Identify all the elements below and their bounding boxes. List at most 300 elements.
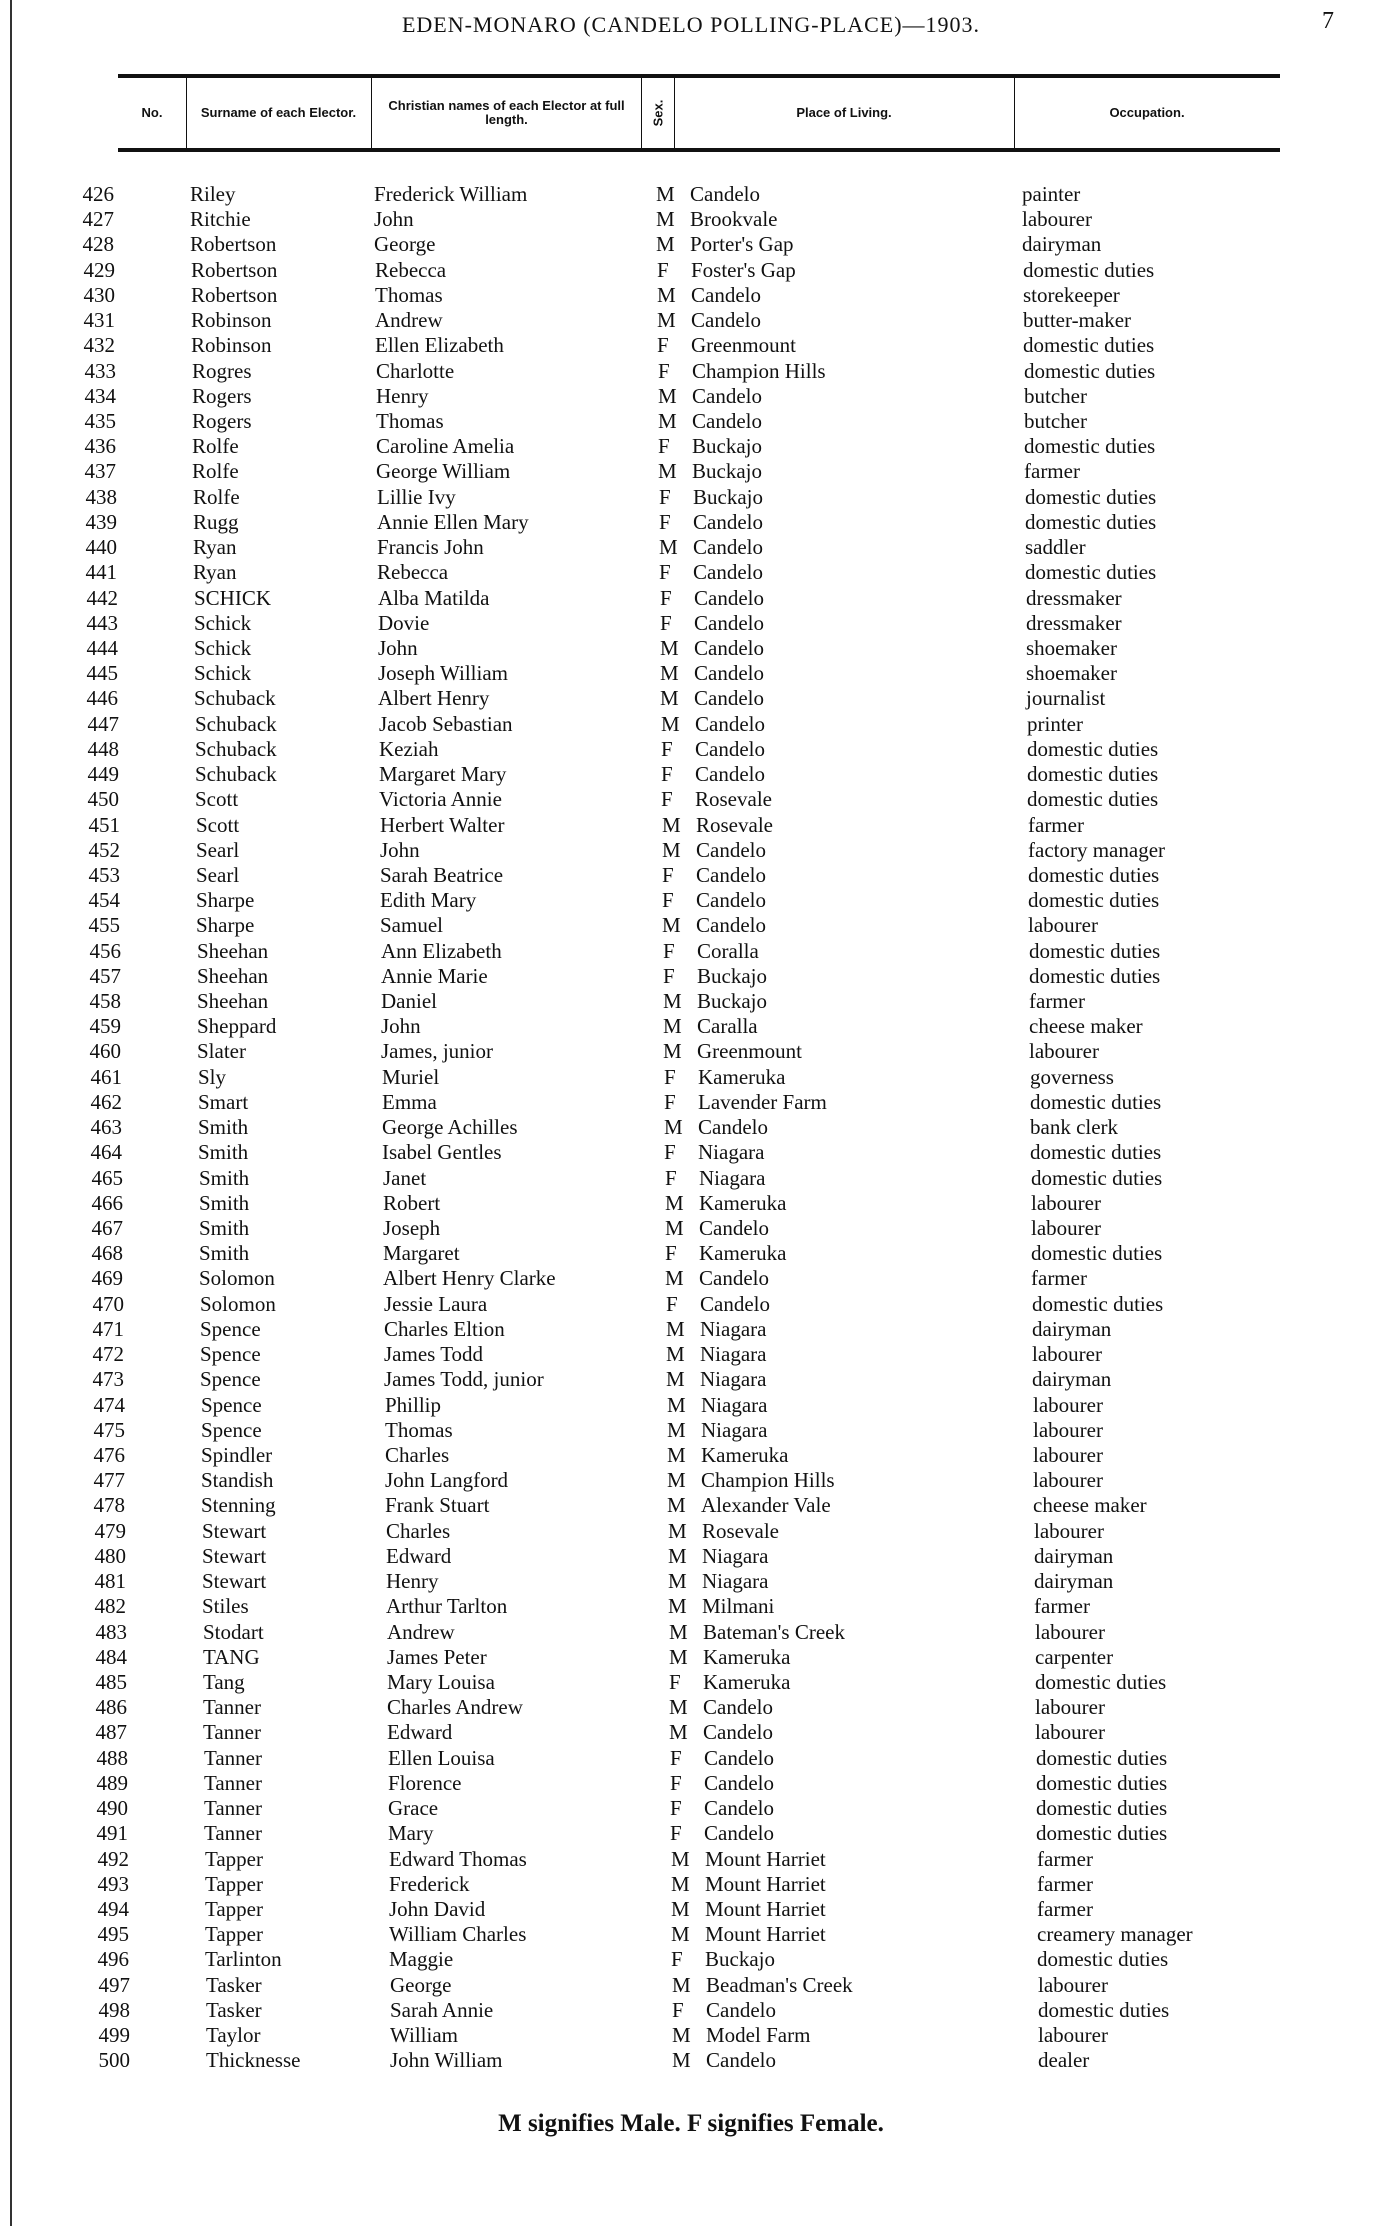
header-occupation: Occupation. (1109, 105, 1185, 120)
elector-place: Niagara (701, 1417, 768, 1442)
header-christian-names: Christian names of each Elector at full length. (372, 78, 642, 148)
elector-place: Mount Harriet (705, 1896, 826, 1921)
elector-sex: M (671, 1871, 690, 1896)
elector-christian-names: Caroline Amelia (376, 434, 515, 459)
table-row (0, 1872, 1382, 1897)
table-row (0, 1922, 1382, 1947)
elector-place: Buckajo (692, 459, 762, 484)
elector-christian-names: James Todd, junior (384, 1367, 544, 1392)
elector-place: Candelo (691, 282, 761, 307)
elector-number: 464 (90, 1140, 122, 1165)
elector-surname: Ritchie (190, 207, 251, 232)
elector-sex: F (658, 434, 670, 459)
elector-occupation: domestic duties (1028, 888, 1160, 913)
elector-sex: M (672, 1972, 691, 1997)
elector-occupation: factory manager (1028, 837, 1166, 862)
elector-christian-names: Edward Thomas (389, 1846, 527, 1871)
elector-place: Candelo (695, 736, 765, 761)
elector-occupation: dairyman (1032, 1316, 1112, 1341)
table-row (0, 1821, 1382, 1846)
elector-number: 470 (92, 1291, 124, 1316)
elector-sex: M (656, 182, 675, 206)
elector-christian-names: Jessie Laura (384, 1291, 488, 1316)
table-row (0, 762, 1382, 787)
table-row (0, 1115, 1382, 1140)
elector-occupation: domestic duties (1027, 762, 1159, 787)
elector-christian-names: Joseph (383, 1216, 441, 1241)
elector-christian-names: Emma (382, 1089, 437, 1114)
elector-surname: Schuback (195, 762, 277, 787)
elector-christian-names: Francis John (377, 535, 484, 560)
table-row (0, 207, 1382, 232)
elector-christian-names: Sarah Beatrice (380, 862, 504, 887)
elector-place: Candelo (696, 888, 766, 913)
elector-christian-names: John William (390, 2048, 503, 2073)
elector-surname: Tapper (205, 1846, 263, 1871)
elector-occupation: domestic duties (1038, 1997, 1170, 2022)
elector-sex: M (667, 1417, 686, 1442)
elector-christian-names: Mary Louisa (387, 1669, 495, 1694)
elector-surname: Spence (201, 1392, 262, 1417)
elector-sex: M (658, 408, 677, 433)
elector-number: 440 (85, 535, 117, 560)
elector-place: Candelo (694, 585, 764, 610)
elector-number: 431 (83, 308, 115, 333)
elector-place: Niagara (698, 1140, 765, 1165)
elector-occupation: domestic duties (1030, 1089, 1162, 1114)
elector-place: Kameruka (699, 1190, 787, 1215)
page-number: 7 (1322, 8, 1334, 34)
elector-sex: M (660, 635, 679, 660)
elector-sex: F (664, 1064, 676, 1089)
elector-sex: F (666, 1291, 678, 1316)
elector-sex: F (664, 1140, 676, 1165)
elector-place: Candelo (700, 1291, 770, 1316)
elector-number: 472 (92, 1342, 124, 1367)
table-row (0, 1544, 1382, 1569)
elector-number: 430 (83, 282, 115, 307)
elector-occupation: labourer (1034, 1518, 1104, 1543)
elector-surname: Tanner (203, 1695, 261, 1720)
elector-place: Candelo (693, 560, 763, 585)
elector-number: 487 (95, 1720, 127, 1745)
elector-surname: Sly (198, 1064, 227, 1089)
elector-place: Kameruka (698, 1064, 786, 1089)
elector-place: Candelo (703, 1720, 773, 1745)
table-row (0, 636, 1382, 661)
elector-place: Candelo (706, 2048, 776, 2073)
elector-christian-names: Keziah (379, 736, 439, 761)
elector-surname: Sheppard (197, 1014, 277, 1039)
elector-sex: M (656, 207, 675, 232)
elector-number: 429 (83, 257, 115, 282)
table-row (0, 888, 1382, 913)
elector-sex: M (669, 1619, 688, 1644)
elector-occupation: labourer (1029, 1039, 1099, 1064)
elector-number: 489 (96, 1770, 128, 1795)
elector-occupation: domestic duties (1025, 560, 1157, 585)
elector-sex: F (657, 333, 669, 358)
elector-occupation: domestic duties (1036, 1745, 1168, 1770)
elector-surname: Searl (196, 837, 240, 862)
table-row (0, 1292, 1382, 1317)
elector-surname: Smith (198, 1140, 249, 1165)
elector-surname: Tarlinton (205, 1947, 282, 1972)
elector-surname: Taylor (206, 2023, 261, 2048)
elector-place: Candelo (694, 686, 764, 711)
elector-place: Greenmount (697, 1039, 802, 1064)
elector-surname: Sharpe (196, 913, 255, 938)
elector-sex: F (661, 736, 673, 761)
elector-place: Candelo (704, 1745, 774, 1770)
table-row (0, 1367, 1382, 1392)
elector-christian-names: Charlotte (376, 358, 455, 383)
elector-christian-names: Florence (388, 1770, 462, 1795)
elector-place: Model Farm (706, 2023, 811, 2048)
elector-sex: M (662, 837, 681, 862)
elector-christian-names: Sarah Annie (390, 1997, 494, 2022)
elector-surname: Robertson (190, 232, 277, 257)
elector-christian-names: Frederick William (374, 182, 528, 206)
table-row (0, 1317, 1382, 1342)
elector-number: 437 (84, 459, 116, 484)
table-row (0, 2048, 1382, 2073)
table-row (0, 232, 1382, 257)
elector-sex: M (656, 232, 675, 257)
elector-number: 426 (82, 182, 114, 206)
elector-surname: SCHICK (194, 585, 272, 610)
elector-place: Mount Harriet (705, 1846, 826, 1871)
elector-place: Candelo (704, 1821, 774, 1846)
elector-number: 457 (89, 963, 121, 988)
elector-christian-names: Charles Andrew (387, 1695, 523, 1720)
elector-surname: Robinson (191, 308, 272, 333)
elector-sex: M (667, 1392, 686, 1417)
table-row (0, 459, 1382, 484)
elector-christian-names: Arthur Tarlton (386, 1594, 508, 1619)
elector-number: 495 (97, 1922, 129, 1947)
elector-christian-names: John David (389, 1896, 486, 1921)
elector-occupation: painter (1022, 182, 1081, 206)
elector-place: Caralla (697, 1014, 758, 1039)
elector-surname: Rogres (192, 358, 252, 383)
table-row (0, 1468, 1382, 1493)
elector-christian-names: Charles (386, 1518, 451, 1543)
elector-number: 490 (96, 1796, 128, 1821)
elector-sex: M (664, 1115, 683, 1140)
elector-number: 473 (92, 1367, 124, 1392)
elector-sex: M (662, 812, 681, 837)
elector-place: Bateman's Creek (703, 1619, 845, 1644)
elector-sex: F (658, 358, 670, 383)
elector-occupation: domestic duties (1028, 862, 1160, 887)
table-row (0, 1443, 1382, 1468)
header-sex (642, 78, 675, 148)
elector-christian-names: Edward (386, 1543, 452, 1568)
elector-sex: M (671, 1922, 690, 1947)
elector-sex: F (660, 610, 672, 635)
elector-surname: Tapper (205, 1922, 263, 1947)
elector-surname: Smith (199, 1241, 250, 1266)
elector-occupation: domestic duties (1035, 1669, 1167, 1694)
elector-number: 435 (84, 408, 116, 433)
elector-occupation: labourer (1028, 913, 1098, 938)
elector-number: 498 (98, 1997, 130, 2022)
elector-place: Niagara (702, 1569, 769, 1594)
elector-sex: M (657, 282, 676, 307)
elector-occupation: dressmaker (1026, 585, 1122, 610)
elector-occupation: bank clerk (1030, 1115, 1119, 1140)
elector-number: 469 (91, 1266, 123, 1291)
elector-occupation: domestic duties (1030, 1140, 1162, 1165)
elector-place: Buckajo (692, 434, 762, 459)
table-row (0, 560, 1382, 585)
elector-number: 436 (84, 434, 116, 459)
elector-number: 455 (88, 913, 120, 938)
table-row (0, 1166, 1382, 1191)
elector-surname: Schick (194, 610, 252, 635)
elector-number: 458 (89, 989, 121, 1014)
elector-place: Rosevale (702, 1518, 779, 1543)
elector-occupation: farmer (1037, 1896, 1093, 1921)
table-row (0, 1847, 1382, 1872)
elector-surname: Stewart (202, 1569, 267, 1594)
elector-place: Candelo (696, 862, 766, 887)
elector-place: Candelo (690, 182, 760, 206)
elector-surname: Smith (199, 1165, 250, 1190)
elector-occupation: farmer (1031, 1266, 1087, 1291)
table-row (0, 1897, 1382, 1922)
elector-occupation: farmer (1037, 1871, 1093, 1896)
elector-occupation: cheese maker (1029, 1014, 1143, 1039)
elector-place: Rosevale (696, 812, 773, 837)
elector-number: 459 (89, 1014, 121, 1039)
elector-occupation: butter-maker (1023, 308, 1132, 333)
table-row (0, 409, 1382, 434)
table-row (0, 1418, 1382, 1443)
elector-surname: Tanner (204, 1796, 262, 1821)
elector-christian-names: Joseph William (378, 661, 509, 686)
elector-sex: M (663, 1039, 682, 1064)
elector-surname: Schuback (194, 686, 276, 711)
footer-note: M signifies Male. F signifies Female. (498, 2110, 884, 2137)
elector-christian-names: Isabel Gentles (382, 1140, 502, 1165)
elector-sex: F (670, 1796, 682, 1821)
elector-place: Buckajo (693, 484, 763, 509)
elector-place: Milmani (702, 1594, 775, 1619)
elector-surname: Tang (203, 1669, 245, 1694)
elector-christian-names: Rebecca (377, 560, 449, 585)
elector-occupation: butcher (1024, 408, 1087, 433)
elector-surname: Riley (190, 182, 236, 206)
elector-occupation: labourer (1038, 2023, 1108, 2048)
elector-number: 499 (98, 2023, 130, 2048)
elector-number: 492 (97, 1846, 129, 1871)
table-row (0, 1620, 1382, 1645)
header-no: No. (118, 78, 187, 148)
elector-occupation: farmer (1024, 459, 1080, 484)
elector-occupation: dairyman (1034, 1569, 1114, 1594)
table-row (0, 1973, 1382, 1998)
elector-surname: Scott (195, 787, 239, 812)
elector-place: Candelo (695, 762, 765, 787)
elector-christian-names: Lillie Ivy (377, 484, 456, 509)
elector-place: Niagara (700, 1342, 767, 1367)
elector-sex: F (670, 1745, 682, 1770)
elector-occupation: labourer (1035, 1720, 1105, 1745)
elector-surname: Stodart (203, 1619, 264, 1644)
elector-place: Candelo (692, 408, 762, 433)
table-row (0, 1569, 1382, 1594)
elector-occupation: dressmaker (1026, 610, 1122, 635)
elector-christian-names: Ellen Elizabeth (375, 333, 504, 358)
elector-christian-names: Henry (386, 1569, 439, 1594)
elector-christian-names: Phillip (385, 1392, 442, 1417)
elector-sex: F (663, 963, 675, 988)
table-row (0, 1695, 1382, 1720)
elector-surname: Smith (199, 1190, 250, 1215)
elector-occupation: labourer (1022, 207, 1092, 232)
elector-christian-names: Victoria Annie (379, 787, 502, 812)
table-row (0, 1796, 1382, 1821)
elector-number: 483 (95, 1619, 127, 1644)
table-row (0, 964, 1382, 989)
elector-place: Candelo (694, 635, 764, 660)
elector-surname: Standish (201, 1468, 274, 1493)
elector-sex: F (665, 1165, 677, 1190)
elector-sex: F (661, 787, 673, 812)
table-row (0, 359, 1382, 384)
elector-surname: Schuback (195, 736, 277, 761)
elector-place: Candelo (694, 661, 764, 686)
elector-number: 454 (88, 888, 120, 913)
elector-place: Foster's Gap (691, 257, 796, 282)
elector-surname: TANG (203, 1644, 260, 1669)
elector-place: Rosevale (695, 787, 772, 812)
elector-sex: M (672, 2023, 691, 2048)
elector-place: Candelo (703, 1695, 773, 1720)
elector-sex: F (657, 257, 669, 282)
elector-number: 441 (85, 560, 117, 585)
elector-number: 474 (93, 1392, 125, 1417)
elector-occupation: domestic duties (1029, 938, 1161, 963)
elector-place: Kameruka (703, 1669, 791, 1694)
elector-number: 449 (87, 762, 119, 787)
elector-sex: M (665, 1266, 684, 1291)
elector-occupation: dealer (1038, 2048, 1090, 2073)
elector-sex: M (666, 1367, 685, 1392)
elector-number: 485 (95, 1669, 127, 1694)
table-row (0, 2023, 1382, 2048)
elector-occupation: domestic duties (1036, 1796, 1168, 1821)
elector-surname: Stiles (202, 1594, 249, 1619)
elector-place: Niagara (700, 1316, 767, 1341)
elector-sex: M (669, 1695, 688, 1720)
elector-christian-names: George Achilles (382, 1115, 518, 1140)
table-row (0, 1594, 1382, 1619)
table-row (0, 1998, 1382, 2023)
elector-occupation: labourer (1033, 1417, 1103, 1442)
table-row (0, 333, 1382, 358)
table-row (0, 1065, 1382, 1090)
elector-occupation: domestic duties (1029, 963, 1161, 988)
elector-number: 486 (95, 1695, 127, 1720)
elector-surname: Rogers (192, 408, 252, 433)
elector-christian-names: Andrew (375, 308, 443, 333)
elector-number: 446 (86, 686, 118, 711)
elector-number: 491 (96, 1821, 128, 1846)
elector-christian-names: Thomas (376, 408, 444, 433)
elector-place: Candelo (696, 913, 766, 938)
elector-sex: M (668, 1594, 687, 1619)
elector-sex: M (665, 1190, 684, 1215)
elector-occupation: butcher (1024, 383, 1087, 408)
elector-surname: Tanner (204, 1821, 262, 1846)
elector-sex: M (657, 308, 676, 333)
table-row (0, 308, 1382, 333)
elector-number: 451 (88, 812, 120, 837)
elector-number: 432 (83, 333, 115, 358)
elector-place: Greenmount (691, 333, 796, 358)
table-row (0, 510, 1382, 535)
elector-number: 439 (85, 509, 117, 534)
elector-christian-names: William Charles (389, 1922, 527, 1947)
elector-surname: Schick (194, 661, 252, 686)
table-row (0, 1771, 1382, 1796)
elector-place: Candelo (699, 1216, 769, 1241)
table-row (0, 737, 1382, 762)
elector-number: 484 (95, 1644, 127, 1669)
elector-christian-names: John Langford (385, 1468, 509, 1493)
elector-christian-names: Edward (387, 1720, 453, 1745)
table-row (0, 384, 1382, 409)
elector-occupation: labourer (1033, 1392, 1103, 1417)
elector-surname: Spence (200, 1316, 261, 1341)
elector-christian-names: Andrew (387, 1619, 455, 1644)
elector-christian-names: Frank Stuart (385, 1493, 490, 1518)
elector-christian-names: Margaret (383, 1241, 460, 1266)
elector-number: 478 (93, 1493, 125, 1518)
elector-number: 493 (97, 1871, 129, 1896)
elector-surname: Sharpe (196, 888, 255, 913)
table-row (0, 1039, 1382, 1064)
elector-place: Niagara (700, 1367, 767, 1392)
elector-sex: M (662, 913, 681, 938)
elector-occupation: creamery manager (1037, 1922, 1193, 1947)
table-row (0, 686, 1382, 711)
elector-sex: F (669, 1669, 681, 1694)
table-row (0, 283, 1382, 308)
elector-christian-names: Maggie (389, 1947, 454, 1972)
elector-occupation: dairyman (1022, 232, 1102, 257)
table-row (0, 1493, 1382, 1518)
elector-number: 477 (93, 1468, 125, 1493)
table-row (0, 1216, 1382, 1241)
elector-christian-names: John (378, 635, 418, 660)
elector-surname: Ryan (193, 560, 237, 585)
table-row (0, 1519, 1382, 1544)
elector-christian-names: Ann Elizabeth (381, 938, 502, 963)
elector-surname: Tapper (205, 1896, 263, 1921)
elector-surname: Searl (196, 862, 240, 887)
elector-christian-names: George (390, 1972, 452, 1997)
elector-surname: Robertson (191, 282, 278, 307)
elector-sex: M (663, 989, 682, 1014)
elector-christian-names: James Todd (384, 1342, 484, 1367)
elector-occupation: saddler (1025, 535, 1086, 560)
elector-surname: Rugg (193, 509, 239, 534)
table-row (0, 1140, 1382, 1165)
